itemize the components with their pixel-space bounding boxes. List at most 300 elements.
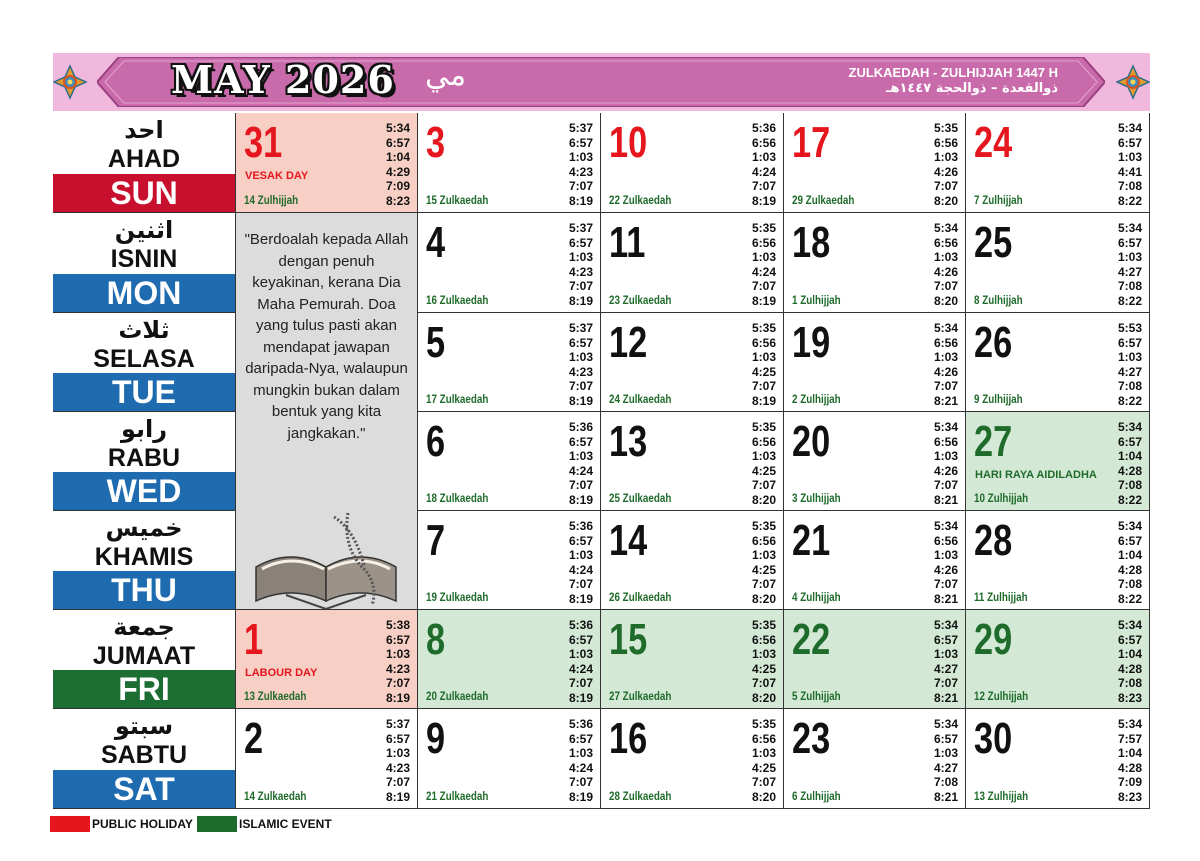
hijri-date: 22 Zulkaedah <box>609 193 672 207</box>
prayer-time: 5:34 <box>1117 221 1142 235</box>
prayer-time: 5:36 <box>568 618 593 632</box>
prayer-time: 7:07 <box>933 379 958 394</box>
prayer-time: 6:57 <box>1117 533 1142 548</box>
hijri-date: 9 Zulhijjah <box>974 392 1023 406</box>
prayer-time: 1:03 <box>568 548 593 563</box>
date-cell[interactable] <box>601 213 784 313</box>
prayer-time: 5:34 <box>933 618 958 632</box>
prayer-time: 8:19 <box>568 690 593 705</box>
prayer-time: 7:07 <box>751 179 776 194</box>
day-name-arabic: خميس <box>105 514 183 542</box>
hijri-date: 13 Zulhijjah <box>974 789 1029 803</box>
prayer-time: 5:37 <box>568 121 593 135</box>
prayer-time: 7:07 <box>568 279 593 294</box>
prayer-time: 8:19 <box>751 193 776 208</box>
prayer-times <box>934 121 958 209</box>
date-cell[interactable] <box>784 511 966 610</box>
prayer-time: 7:08 <box>1117 379 1142 394</box>
prayer-time: 4:41 <box>1117 164 1142 179</box>
prayer-time: 6:56 <box>933 135 958 150</box>
prayer-time: 4:27 <box>1117 264 1142 279</box>
prayer-times <box>569 121 593 209</box>
prayer-time: 4:28 <box>1117 562 1142 577</box>
prayer-time: 4:25 <box>751 562 776 577</box>
prayer-time: 8:19 <box>385 789 410 804</box>
prayer-time: 8:23 <box>1117 690 1142 705</box>
prayer-times <box>752 717 776 805</box>
prayer-time: 6:56 <box>751 434 776 449</box>
date-number: 9 <box>426 714 446 763</box>
prayer-time: 4:24 <box>568 562 593 577</box>
prayer-time: 1:04 <box>385 150 410 165</box>
hijri-date: 23 Zulkaedah <box>609 293 672 307</box>
prayer-time: 1:03 <box>568 250 593 265</box>
prayer-time: 8:21 <box>933 591 958 606</box>
date-cell[interactable] <box>418 511 601 610</box>
prayer-time: 4:23 <box>385 760 410 775</box>
prayer-time: 5:34 <box>933 717 958 731</box>
day-name-arabic: ثلاث <box>118 316 170 344</box>
prayer-time: 1:03 <box>1117 350 1142 365</box>
date-cell[interactable] <box>601 511 784 610</box>
date-cell[interactable] <box>966 313 1150 412</box>
prayer-times <box>934 618 958 706</box>
hijri-date: 13 Zulkaedah <box>244 689 307 703</box>
prayer-time: 5:35 <box>751 321 776 335</box>
prayer-time: 6:57 <box>568 632 593 647</box>
prayer-time: 8:20 <box>751 492 776 507</box>
prayer-time: 5:34 <box>933 420 958 434</box>
hijri-date: 11 Zulhijjah <box>974 590 1028 604</box>
date-cell[interactable] <box>601 709 784 809</box>
prayer-times <box>752 618 776 706</box>
prayer-times <box>934 519 958 607</box>
hijri-date: 7 Zulhijjah <box>974 193 1023 207</box>
prayer-time: 7:07 <box>751 279 776 294</box>
prayer-time: 4:26 <box>933 364 958 379</box>
prayer-time: 1:03 <box>1117 150 1142 165</box>
prayer-time: 5:36 <box>568 717 593 731</box>
prayer-time: 6:57 <box>933 731 958 746</box>
date-number: 4 <box>426 218 446 267</box>
prayer-time: 8:21 <box>933 492 958 507</box>
prayer-time: 1:03 <box>933 150 958 165</box>
hijri-date: 15 Zulkaedah <box>426 193 489 207</box>
day-name-malay: ISNIN <box>110 245 178 273</box>
prayer-time: 5:34 <box>385 121 410 135</box>
prayer-time: 4:25 <box>751 463 776 478</box>
prayer-time: 5:35 <box>751 221 776 235</box>
prayer-time: 7:57 <box>1117 731 1142 746</box>
day-name-thu <box>53 511 236 610</box>
hijri-date: 29 Zulkaedah <box>792 193 855 207</box>
prayer-times <box>1118 420 1142 508</box>
date-number: 17 <box>792 118 831 167</box>
prayer-time: 6:57 <box>568 335 593 350</box>
date-number: 12 <box>609 318 648 367</box>
prayer-time: 7:08 <box>933 775 958 790</box>
prayer-time: 7:07 <box>385 775 410 790</box>
hijri-date: 4 Zulhijjah <box>792 590 841 604</box>
date-number: 29 <box>974 615 1013 664</box>
date-cell[interactable] <box>601 313 784 412</box>
date-cell[interactable] <box>418 313 601 412</box>
date-cell[interactable] <box>966 113 1150 213</box>
prayer-time: 4:29 <box>385 164 410 179</box>
date-number: 26 <box>974 318 1013 367</box>
prayer-times <box>569 321 593 409</box>
date-number: 16 <box>609 714 648 763</box>
hijri-date: 1 Zulhijjah <box>792 293 841 307</box>
prayer-time: 5:35 <box>751 519 776 533</box>
prayer-time: 7:07 <box>751 577 776 592</box>
prayer-time: 6:57 <box>933 632 958 647</box>
prayer-time: 4:23 <box>568 364 593 379</box>
prayer-time: 5:34 <box>1117 519 1142 533</box>
date-number: 10 <box>609 118 648 167</box>
date-cell[interactable] <box>418 610 601 709</box>
prayer-time: 8:20 <box>751 690 776 705</box>
prayer-time: 6:57 <box>568 731 593 746</box>
prayer-time: 1:03 <box>751 746 776 761</box>
day-name-arabic: سبتو <box>114 712 174 740</box>
prayer-time: 6:56 <box>751 533 776 548</box>
event-label: VESAK DAY <box>245 170 309 182</box>
prayer-time: 7:07 <box>751 379 776 394</box>
date-cell[interactable] <box>966 412 1150 511</box>
prayer-time: 8:22 <box>1117 193 1142 208</box>
legend-islamic-swatch <box>197 816 237 832</box>
prayer-time: 8:22 <box>1117 393 1142 408</box>
prayer-time: 8:22 <box>1117 591 1142 606</box>
day-name-malay: KHAMIS <box>94 543 194 571</box>
prayer-times <box>1118 121 1142 209</box>
prayer-time: 1:03 <box>568 350 593 365</box>
prayer-time: 6:56 <box>751 235 776 250</box>
date-cell[interactable] <box>418 213 601 313</box>
prayer-time: 7:07 <box>385 676 410 691</box>
date-cell[interactable] <box>784 709 966 809</box>
prayer-time: 8:21 <box>933 690 958 705</box>
prayer-time: 6:57 <box>568 533 593 548</box>
prayer-time: 8:23 <box>385 193 410 208</box>
prayer-time: 6:56 <box>751 731 776 746</box>
prayer-time: 7:07 <box>933 179 958 194</box>
prayer-times <box>1118 321 1142 409</box>
date-cell[interactable] <box>966 213 1150 313</box>
date-cell[interactable] <box>601 412 784 511</box>
prayer-time: 7:08 <box>1117 478 1142 493</box>
day-name-english: MON <box>53 274 235 312</box>
hijri-date: 6 Zulhijjah <box>792 789 841 803</box>
quote-text: "Berdoalah kepada Allah dengan penuh keyakinan, kerana Dia Maha Pemurah. Doa yang tulus pasti akan mendapat jawapan daripada-Nya, walaupun mungkin bukan dalam bentuk yang kita jangkakan." <box>244 231 409 442</box>
prayer-time: 5:36 <box>568 420 593 434</box>
prayer-time: 8:23 <box>1117 789 1142 804</box>
prayer-time: 7:07 <box>568 577 593 592</box>
day-name-sun <box>53 113 236 213</box>
hijri-date: 26 Zulkaedah <box>609 590 672 604</box>
day-name-arabic: اثنين <box>114 216 174 244</box>
date-number: 20 <box>792 417 831 466</box>
date-number: 27 <box>974 417 1013 466</box>
day-name-english: FRI <box>53 670 235 708</box>
prayer-time: 6:57 <box>385 632 410 647</box>
prayer-time: 5:34 <box>933 321 958 335</box>
hijri-latin: ZULKAEDAH - ZULHIJJAH 1447 H <box>848 65 1058 80</box>
hijri-date: 10 Zulhijjah <box>974 491 1029 505</box>
date-cell[interactable] <box>784 313 966 412</box>
prayer-times <box>752 121 776 209</box>
prayer-time: 4:24 <box>751 264 776 279</box>
prayer-time: 4:25 <box>751 364 776 379</box>
prayer-time: 6:57 <box>1117 135 1142 150</box>
prayer-time: 4:24 <box>751 164 776 179</box>
hijri-date: 14 Zulhijjah <box>244 193 299 207</box>
prayer-time: 7:08 <box>1117 279 1142 294</box>
prayer-time: 1:03 <box>933 647 958 662</box>
prayer-time: 5:35 <box>751 717 776 731</box>
prayer-time: 7:07 <box>568 379 593 394</box>
prayer-time: 8:19 <box>751 293 776 308</box>
prayer-time: 6:57 <box>568 235 593 250</box>
prayer-times <box>752 321 776 409</box>
date-cell[interactable] <box>784 610 966 709</box>
prayer-time: 7:07 <box>933 279 958 294</box>
hijri-date: 8 Zulhijjah <box>974 293 1023 307</box>
hijri-date: 25 Zulkaedah <box>609 491 672 505</box>
prayer-time: 7:09 <box>385 179 410 194</box>
hijri-date: 24 Zulkaedah <box>609 392 672 406</box>
prayer-time: 4:26 <box>933 264 958 279</box>
day-name-english: THU <box>53 571 235 609</box>
prayer-time: 6:56 <box>751 135 776 150</box>
prayer-time: 6:57 <box>1117 235 1142 250</box>
prayer-times <box>569 717 593 805</box>
prayer-time: 6:56 <box>933 533 958 548</box>
prayer-time: 1:04 <box>1117 647 1142 662</box>
prayer-time: 1:03 <box>751 449 776 464</box>
event-label: HARI RAYA AIDILADHA <box>975 469 1097 481</box>
prayer-time: 4:28 <box>1117 760 1142 775</box>
prayer-time: 6:56 <box>933 235 958 250</box>
hijri-date: 17 Zulkaedah <box>426 392 489 406</box>
day-name-tue <box>53 313 236 412</box>
prayer-time: 6:56 <box>933 434 958 449</box>
date-number: 2 <box>244 714 264 763</box>
prayer-time: 4:23 <box>385 661 410 676</box>
date-number: 15 <box>609 615 648 664</box>
prayer-time: 4:23 <box>568 264 593 279</box>
prayer-times <box>752 420 776 508</box>
prayer-time: 1:04 <box>1117 548 1142 563</box>
date-cell[interactable] <box>601 113 784 213</box>
prayer-time: 5:53 <box>1117 321 1142 335</box>
prayer-time: 5:34 <box>1117 121 1142 135</box>
prayer-time: 5:34 <box>1117 618 1142 632</box>
prayer-time: 7:07 <box>751 676 776 691</box>
prayer-time: 6:57 <box>385 135 410 150</box>
prayer-times <box>1118 519 1142 607</box>
date-cell[interactable] <box>966 511 1150 610</box>
hijri-date: 3 Zulhijjah <box>792 491 841 505</box>
prayer-time: 6:57 <box>568 434 593 449</box>
quote-panel <box>236 213 418 610</box>
date-cell[interactable] <box>784 412 966 511</box>
prayer-times <box>569 618 593 706</box>
prayer-time: 8:20 <box>751 789 776 804</box>
prayer-times <box>752 519 776 607</box>
prayer-time: 1:03 <box>933 548 958 563</box>
hijri-date: 16 Zulkaedah <box>426 293 489 307</box>
date-number: 5 <box>426 318 446 367</box>
prayer-time: 5:38 <box>385 618 410 632</box>
prayer-time: 8:22 <box>1117 492 1142 507</box>
date-number: 28 <box>974 516 1013 565</box>
prayer-time: 8:19 <box>568 393 593 408</box>
prayer-times <box>1118 717 1142 805</box>
hijri-arabic: ذوالقعدة – ذوالحجة ١٤٤٧هـ <box>886 81 1058 96</box>
prayer-time: 7:07 <box>568 775 593 790</box>
date-cell[interactable] <box>236 709 418 809</box>
prayer-time: 5:34 <box>933 221 958 235</box>
date-number: 19 <box>792 318 831 367</box>
prayer-times <box>569 519 593 607</box>
hijri-date: 20 Zulkaedah <box>426 689 489 703</box>
day-name-arabic: رابو <box>120 415 168 443</box>
day-name-wed <box>53 412 236 511</box>
date-cell[interactable] <box>601 610 784 709</box>
hijri-date: 19 Zulkaedah <box>426 590 489 604</box>
prayer-time: 1:03 <box>933 350 958 365</box>
hijri-date: 21 Zulkaedah <box>426 789 489 803</box>
prayer-times <box>934 321 958 409</box>
day-name-sat <box>53 709 236 809</box>
date-number: 11 <box>609 218 646 267</box>
prayer-time: 6:56 <box>933 335 958 350</box>
prayer-time: 4:27 <box>1117 364 1142 379</box>
prayer-time: 6:57 <box>385 731 410 746</box>
prayer-time: 8:19 <box>568 193 593 208</box>
prayer-times <box>934 717 958 805</box>
prayer-times <box>934 420 958 508</box>
legend-islamic-label: ISLAMIC EVENT <box>239 817 332 831</box>
prayer-time: 8:19 <box>568 789 593 804</box>
prayer-time: 7:07 <box>751 775 776 790</box>
date-number: 8 <box>426 615 446 664</box>
date-cell[interactable] <box>784 213 966 313</box>
date-number: 23 <box>792 714 831 763</box>
hijri-date: 5 Zulhijjah <box>792 689 841 703</box>
prayer-time: 1:03 <box>751 647 776 662</box>
day-name-malay: SABTU <box>100 741 188 769</box>
prayer-times <box>386 717 410 805</box>
prayer-time: 5:34 <box>933 519 958 533</box>
prayer-times <box>386 618 410 706</box>
prayer-time: 7:07 <box>933 676 958 691</box>
date-cell[interactable] <box>418 113 601 213</box>
prayer-time: 8:19 <box>568 492 593 507</box>
prayer-time: 7:07 <box>568 676 593 691</box>
prayer-time: 7:08 <box>1117 179 1142 194</box>
hijri-date: 14 Zulkaedah <box>244 789 307 803</box>
date-number: 31 <box>244 118 283 167</box>
legend-holiday-swatch <box>50 816 90 832</box>
prayer-time: 4:24 <box>568 760 593 775</box>
date-number: 6 <box>426 417 446 466</box>
date-cell[interactable] <box>236 113 418 213</box>
prayer-time: 4:26 <box>933 562 958 577</box>
month-title: MAY 2026 <box>171 57 395 102</box>
prayer-time: 5:36 <box>751 121 776 135</box>
prayer-times <box>569 221 593 309</box>
prayer-time: 4:28 <box>1117 463 1142 478</box>
day-name-malay: SELASA <box>93 345 195 373</box>
prayer-times <box>1118 221 1142 309</box>
day-name-fri <box>53 610 236 709</box>
date-number: 14 <box>609 516 648 565</box>
date-cell[interactable] <box>236 610 418 709</box>
prayer-time: 5:34 <box>1117 420 1142 434</box>
date-cell[interactable] <box>966 709 1150 809</box>
prayer-time: 1:03 <box>568 449 593 464</box>
prayer-time: 8:19 <box>568 591 593 606</box>
date-cell[interactable] <box>418 709 601 809</box>
prayer-time: 4:27 <box>933 661 958 676</box>
day-name-arabic: جمعة <box>113 613 175 641</box>
prayer-time: 6:57 <box>568 135 593 150</box>
prayer-time: 6:57 <box>1117 434 1142 449</box>
prayer-time: 1:03 <box>568 746 593 761</box>
prayer-time: 6:57 <box>1117 632 1142 647</box>
prayer-times <box>934 221 958 309</box>
prayer-times <box>386 121 410 209</box>
prayer-time: 5:35 <box>933 121 958 135</box>
date-number: 18 <box>792 218 831 267</box>
prayer-time: 6:56 <box>751 632 776 647</box>
date-number: 24 <box>974 118 1013 167</box>
hijri-months <box>849 65 1058 97</box>
day-name-malay: JUMAAT <box>92 642 196 670</box>
prayer-time: 5:37 <box>568 221 593 235</box>
calendar-header <box>53 53 1150 111</box>
prayer-time: 5:36 <box>568 519 593 533</box>
day-name-malay: RABU <box>107 444 181 472</box>
prayer-time: 1:03 <box>933 250 958 265</box>
date-number: 1 <box>244 615 264 664</box>
prayer-time: 7:07 <box>933 577 958 592</box>
prayer-time: 4:25 <box>751 661 776 676</box>
event-label: LABOUR DAY <box>245 667 318 679</box>
date-number: 25 <box>974 218 1013 267</box>
prayer-time: 4:26 <box>933 463 958 478</box>
date-cell[interactable] <box>966 610 1150 709</box>
day-name-mon <box>53 213 236 313</box>
date-cell[interactable] <box>784 113 966 213</box>
date-cell[interactable] <box>418 412 601 511</box>
prayer-time: 8:20 <box>933 193 958 208</box>
date-number: 30 <box>974 714 1013 763</box>
prayer-time: 4:23 <box>568 164 593 179</box>
prayer-times <box>1118 618 1142 706</box>
prayer-time: 8:19 <box>751 393 776 408</box>
prayer-time: 8:22 <box>1117 293 1142 308</box>
prayer-times <box>752 221 776 309</box>
prayer-time: 1:03 <box>385 746 410 761</box>
prayer-time: 8:20 <box>933 293 958 308</box>
prayer-time: 4:28 <box>1117 661 1142 676</box>
hijri-date: 28 Zulkaedah <box>609 789 672 803</box>
prayer-time: 8:21 <box>933 789 958 804</box>
